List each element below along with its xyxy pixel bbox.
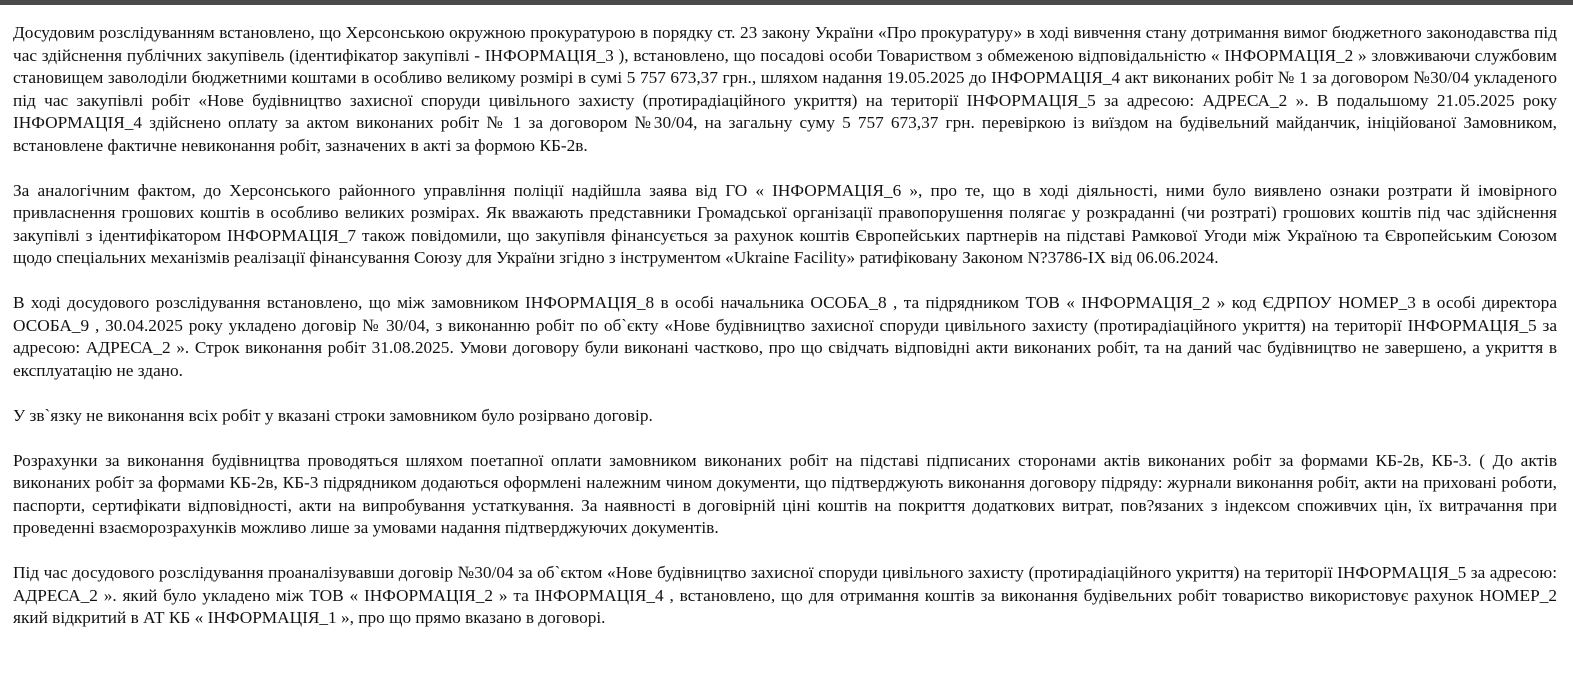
window-top-bar: [0, 0, 1573, 5]
paragraph-1: Досудовим розслідуванням встановлено, що Херсонською окружною прокуратурою в порядку ст. 23 закону України «Про прокуратуру» в ході вивчення стану дотримання вимог бюджетного законодавства під час здійснення публічних закупівель (ідентифікатор закупівлі - ІНФОРМАЦІЯ_3 ), встановлено, що посадові особи Товариством з обмеженою відповідальністю « ІНФОРМАЦІЯ_2 » зловживаючи службовим становищем заволоділи бюджетними коштами в особливо великому розмірі в сумі 5 757 673,37 грн., шляхом надання 19.05.2025 до ІНФОРМАЦІЯ_4 акт виконаних робіт № 1 за договором №30/04 укладеного під час закупівлі робіт «Нове будівництво захисної споруди цивільного захисту (протирадіаційного укриття) на території ІНФОРМАЦІЯ_5 за адресою: АДРЕСА_2 ». В подальшому 21.05.2025 року ІНФОРМАЦІЯ_4 здійснено оплату за актом виконаних робіт № 1 за договором №30/04, на загальну суму 5 757 673,37 грн. перевіркою із виїздом на будівельний майданчик, ініційованої Замовником, встановлене фактичне невиконання робіт, зазначених в акті за формою КБ-2в.: [13, 23, 1557, 155]
paragraph-4: У зв`язку не виконання всіх робіт у вказані строки замовником було розірвано договір.: [13, 405, 653, 425]
paragraph-6: Під час досудового розслідування проаналізувавши договір №30/04 за об`єктом «Нове будівництво захисної споруди цивільного захисту (протирадіаційного укриття) на території ІНФОРМАЦІЯ_5 за адресою: АДРЕСА_2 ». який було укладено між ТОВ « ІНФОРМАЦІЯ_2 » та ІНФОРМАЦІЯ_4 , встановлено, що для отримання коштів за виконання будівельних робіт товариство використовує рахунок НОМЕР_2 який відкритий в АТ КБ « ІНФОРМАЦІЯ_1 », про що прямо вказано в договорі.: [13, 563, 1557, 627]
paragraph-3: В ході досудового розслідування встановлено, що між замовником ІНФОРМАЦІЯ_8 в особі начальника ОСОБА_8 , та підрядником ТОВ « ІНФОРМАЦІЯ_2 » код ЄДРПОУ НОМЕР_3 в особі директора ОСОБА_9 , 30.04.2025 року укладено договір № 30/04, з виконанню робіт по об`єкту «Нове будівництво захисної споруди цивільного захисту (протирадіаційного укриття) на території ІНФОРМАЦІЯ_5 за адресою: АДРЕСА_2 ». Строк виконання робіт 31.08.2025. Умови договору були виконані частково, про що свідчать відповідні акти виконаних робіт, та на даний час будівництво не завершено, а укриття в експлуатацію не здано.: [13, 293, 1557, 380]
document-body: [13, 22, 1557, 630]
paragraph-5: Розрахунки за виконання будівництва проводяться шляхом поетапної оплати замовником виконаних робіт на підставі підписаних сторонами актів виконаних робіт за формами КБ-2в, КБ-3. ( До актів виконаних робіт за формами КБ-2в, КБ-3 підрядником додаються оформлені належним чином документи, що підтверджують виконання договору підряду: журнали виконання робіт, акти на приховані роботи, паспорти, сертифікати відповідності, акти на випробування устаткування. За наявності в договірній ціні коштів на покриття додаткових витрат, пов?язаних з індексом споживчих цін, їх витрачання при проведенні взаєморозрахунків можливо лише за умовами надання підтверджуючих документів.: [13, 450, 1557, 537]
paragraph-2: За аналогічним фактом, до Херсонського районного управління поліції надійшла заява від ГО « ІНФОРМАЦІЯ_6 », про те, що в ході діяльності, ними було виявлено ознаки розтрати й імовірного привласнення грошових коштів в особливо великих розмірах. Як вважають представники Громадської організації правопорушення полягає у розкраданні (чи розтраті) грошових коштів під час здійснення закупівлі з ідентифікатором ІНФОРМАЦІЯ_7 також повідомили, що закупівля фінансується за рахунок коштів Європейських партнерів на підставі Рамкової Угоди між Україною та Європейським Союзом щодо спеціальних механізмів реалізації фінансування Союзу для України згідно з інструментом «Ukraine Facility» ратифіковану Законом N?3786-IX від 06.06.2024.: [13, 180, 1557, 267]
